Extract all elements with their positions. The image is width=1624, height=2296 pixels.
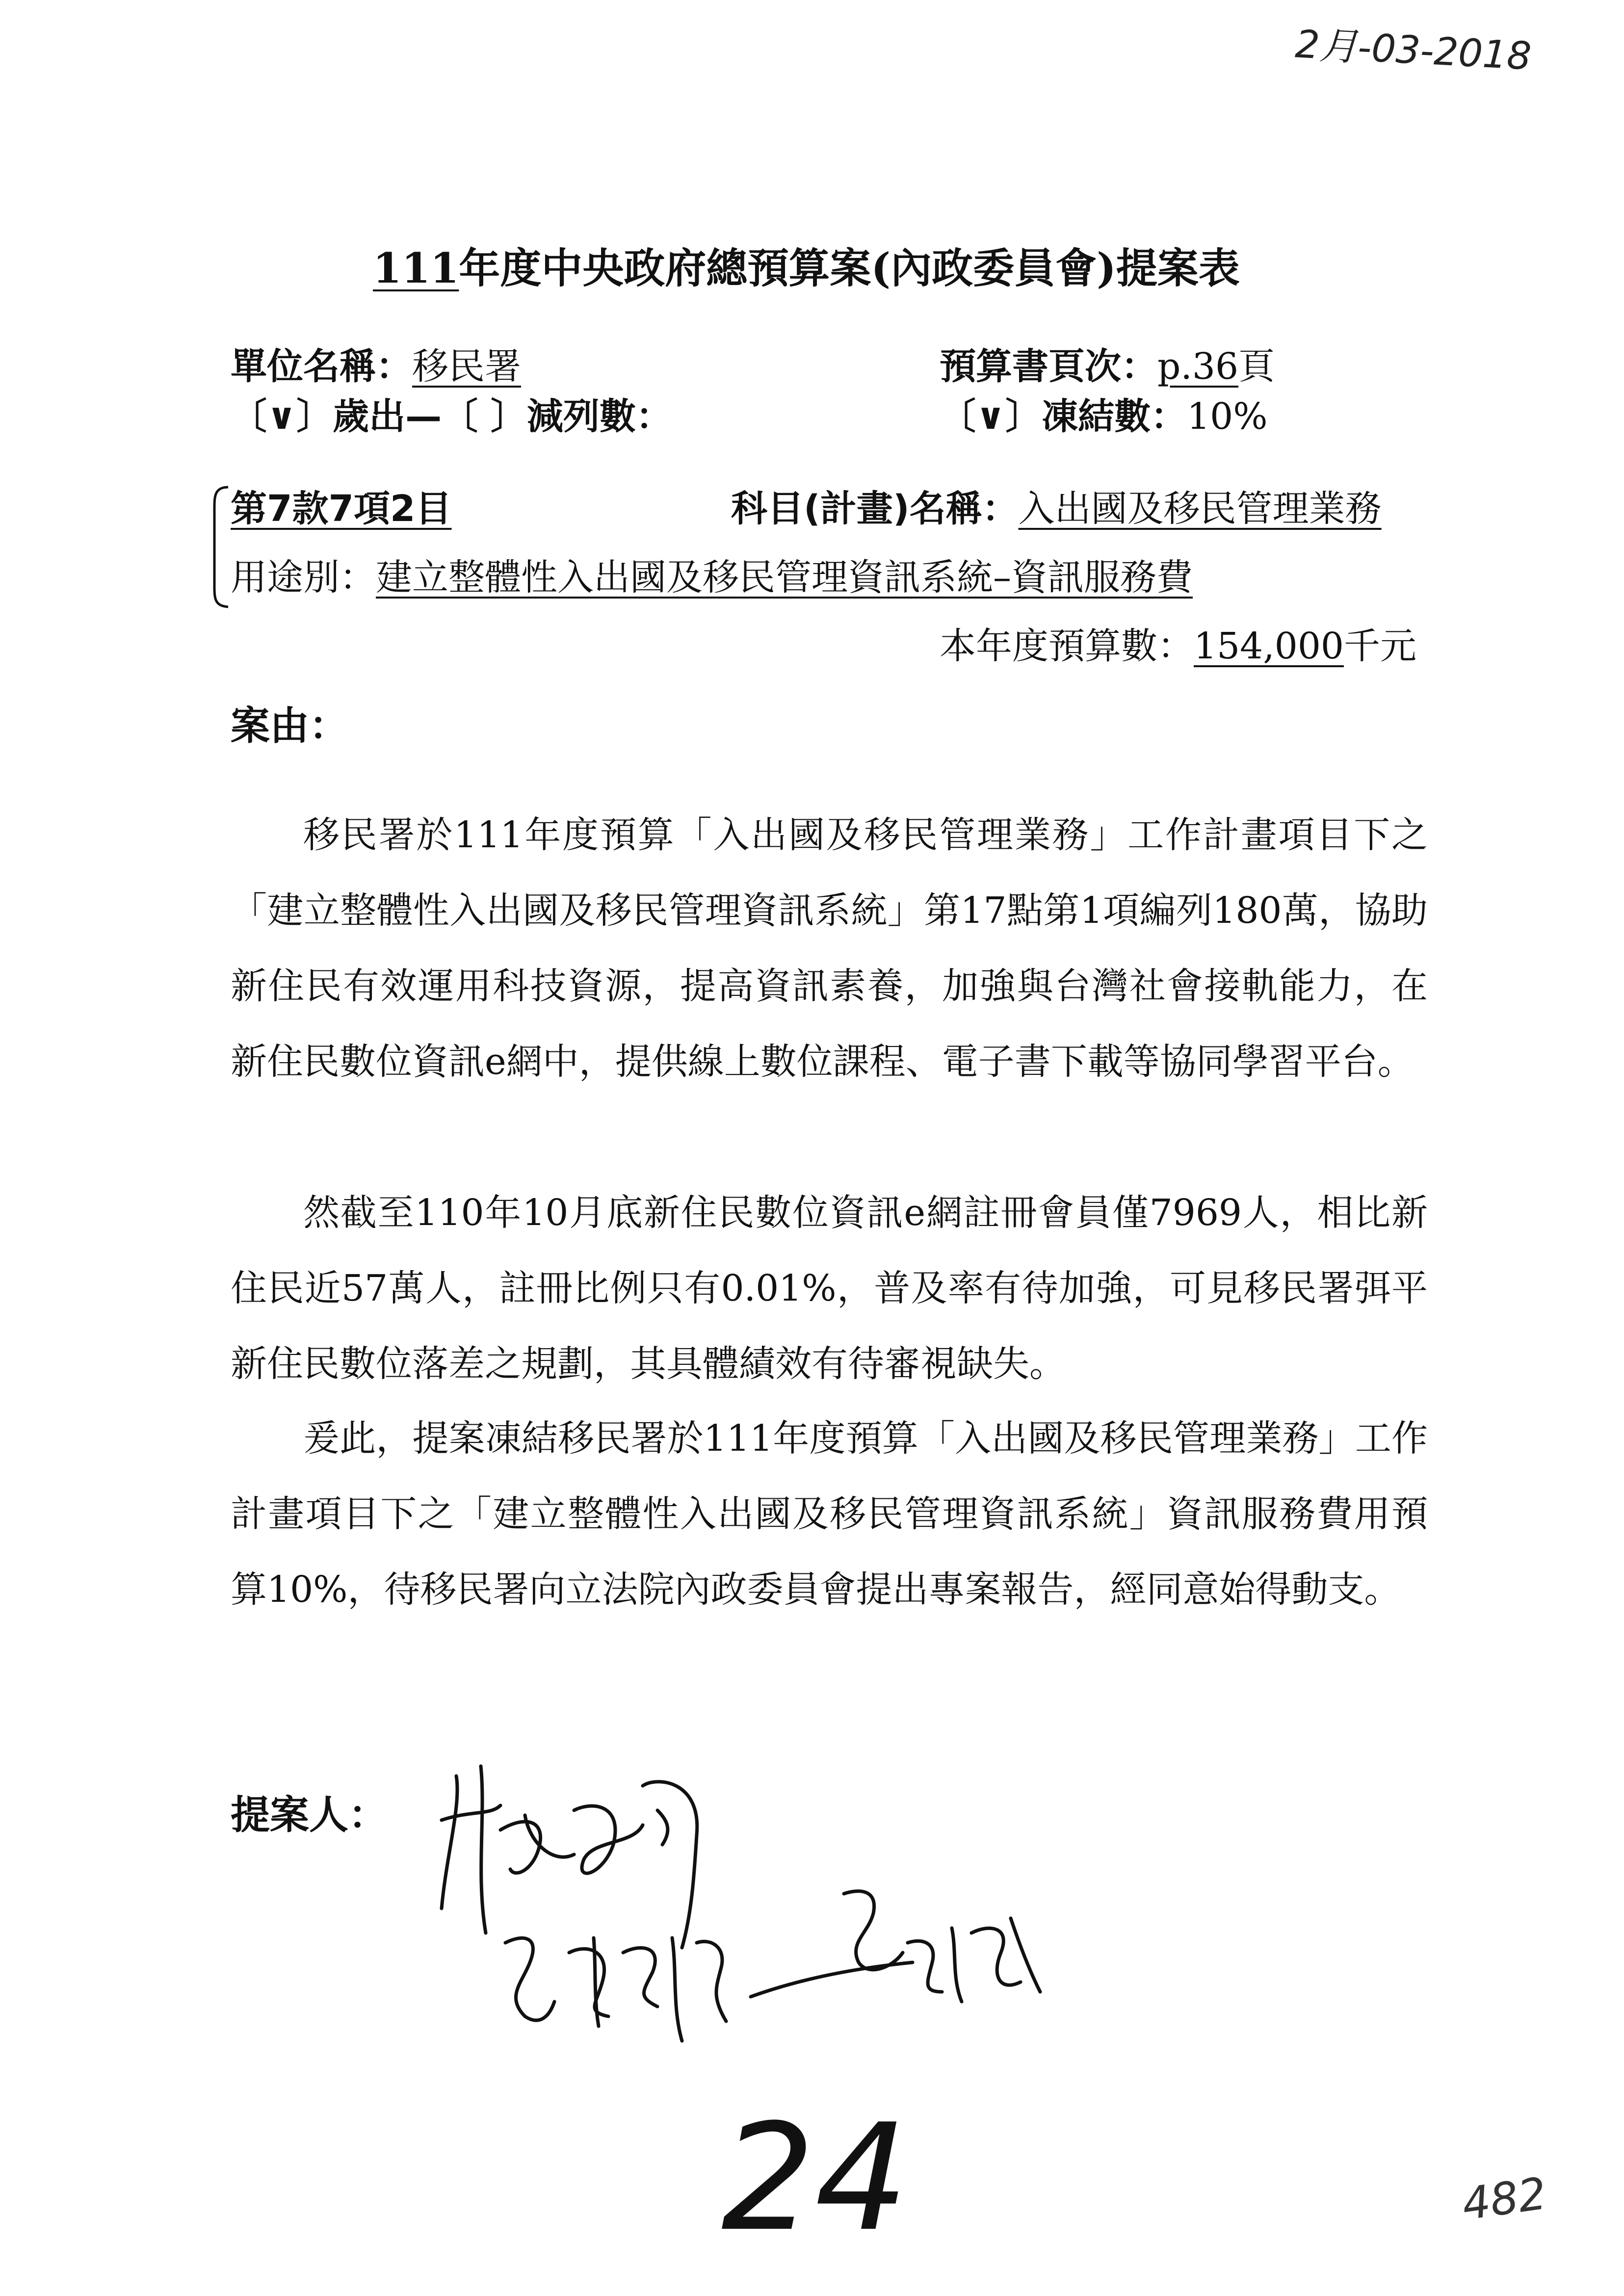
budget-amount-label: 本年度預算數：: [940, 625, 1194, 667]
item-bracket: [204, 483, 233, 611]
budget-amount-value: 154,000: [1194, 625, 1344, 667]
reason-heading: 案由：: [231, 703, 348, 749]
page-title: [373, 244, 1240, 292]
signature-3: [746, 1879, 1060, 2036]
budget-page-value: p.36: [1157, 345, 1239, 388]
title-text: 年度中央政府總預算案(內政委員會)提案表: [459, 244, 1240, 292]
budget-amount-unit: 千元: [1344, 625, 1417, 667]
item-code-row: [231, 488, 452, 530]
budget-page-label: 預算書頁次：: [940, 345, 1157, 388]
reason-paragraph-2: 然截至110年10月底新住民數位資訊e網註冊會員僅7969人，相比新住民近57萬人，註冊比例只有0.01%，普及率有待加強，可見移民署弭平新住民數位落差之規劃，其具體績效有待審視缺失。: [231, 1192, 1428, 1385]
subject-value: 入出國及移民管理業務: [1018, 488, 1382, 530]
unit-name-value: 移民署: [412, 345, 521, 388]
subject-row: [731, 488, 1382, 530]
expenditure-checkbox-row: 〔∨〕歲出—〔 〕減列數：: [231, 395, 672, 438]
signature-2: [496, 1923, 751, 2051]
handwritten-number: 24: [721, 2092, 909, 2264]
corner-page-mark: 482: [1459, 2167, 1550, 2231]
usage-value: 建立整體性入出國及移民管理資訊系統–資訊服務費: [376, 556, 1193, 599]
title-year: 111: [373, 244, 459, 292]
budget-page-suffix: 頁: [1238, 345, 1275, 388]
usage-label: 用途別：: [231, 556, 376, 599]
date-stamp: 2月-03-2018: [1294, 22, 1533, 79]
unit-name-label: 單位名稱：: [231, 345, 412, 388]
reason-paragraph-3: 爰此，提案凍結移民署於111年度預算「入出國及移民管理業務」工作計畫項目下之「建立整體性入出國及移民管理資訊系統」資訊服務費用預算10%，待移民署向立法院內政委員會提出專案報告，經同意始得動支。: [231, 1417, 1428, 1611]
item-code: 第7款7項2目: [231, 488, 452, 530]
freeze-row: [940, 395, 1268, 438]
budget-amount-row: [940, 625, 1417, 667]
freeze-label: 〔∨〕凍結數：: [940, 395, 1187, 438]
signature-1: [427, 1747, 731, 1953]
proposer-label: 提案人：: [231, 1792, 388, 1838]
usage-row: [231, 556, 1193, 599]
subject-label: 科目(計畫)名稱：: [731, 488, 1019, 530]
freeze-value: 10%: [1187, 395, 1268, 438]
unit-name-row: [231, 345, 521, 388]
budget-page-row: [940, 345, 1275, 388]
reason-paragraph-1: 移民署於111年度預算「入出國及移民管理業務」工作計畫項目下之「建立整體性入出國及移民管理資訊系統」第17點第1項編列180萬，協助新住民有效運用科技資源，提高資訊素養，加強與台灣社會接軌能力，在新住民數位資訊e網中，提供線上數位課程、電子書下載等協同學習平台。: [231, 814, 1428, 1083]
